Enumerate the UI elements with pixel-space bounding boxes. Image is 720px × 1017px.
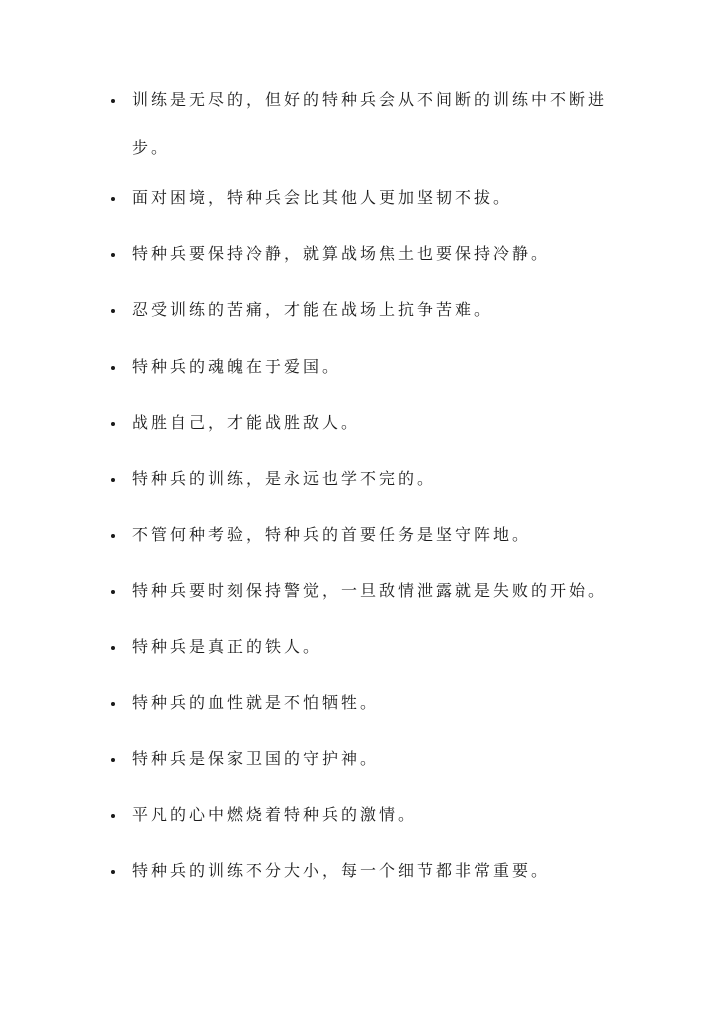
bullet-icon bbox=[111, 702, 115, 706]
list-item-text: 特种兵要时刻保持警觉，一旦敌情泄露就是失败的开始。 bbox=[132, 581, 608, 600]
list-item-text: 平凡的心中燃烧着特种兵的激情。 bbox=[132, 805, 418, 824]
bullet-icon bbox=[111, 646, 115, 650]
list-item-text: 特种兵的训练，是永远也学不完的。 bbox=[132, 469, 437, 488]
bullet-icon bbox=[111, 590, 115, 594]
list-item-text: 忍受训练的苦痛，才能在战场上抗争苦难。 bbox=[132, 300, 494, 319]
bullet-icon bbox=[111, 99, 115, 103]
bullet-icon bbox=[111, 253, 115, 257]
bullet-icon bbox=[111, 870, 115, 874]
bullet-icon bbox=[111, 422, 115, 426]
bullet-icon bbox=[111, 197, 115, 201]
bullet-icon bbox=[111, 478, 115, 482]
bullet-icon bbox=[111, 814, 115, 818]
list-item-text: 面对困境，特种兵会比其他人更加坚韧不拔。 bbox=[132, 188, 513, 207]
list-item-text: 特种兵的血性就是不怕牺牲。 bbox=[132, 693, 380, 712]
list-item-text: 特种兵是真正的铁人。 bbox=[132, 637, 323, 656]
bullet-icon bbox=[111, 758, 115, 762]
list-item-text: 特种兵要保持冷静，就算战场焦土也要保持冷静。 bbox=[132, 244, 551, 263]
list-item-text: 训练是无尽的，但好的特种兵会从不间断的训练中不断进步。 bbox=[132, 90, 608, 157]
bullet-icon bbox=[111, 366, 115, 370]
list-item-text: 不管何种考验，特种兵的首要任务是坚守阵地。 bbox=[132, 525, 532, 544]
list-item-text: 特种兵是保家卫国的守护神。 bbox=[132, 749, 380, 768]
list-item-text: 特种兵的训练不分大小，每一个细节都非常重要。 bbox=[132, 861, 551, 880]
bullet-icon bbox=[111, 534, 115, 538]
list-item-text: 特种兵的魂魄在于爱国。 bbox=[132, 357, 342, 376]
bullet-icon bbox=[111, 309, 115, 313]
list-item-text: 战胜自己，才能战胜敌人。 bbox=[132, 413, 361, 432]
